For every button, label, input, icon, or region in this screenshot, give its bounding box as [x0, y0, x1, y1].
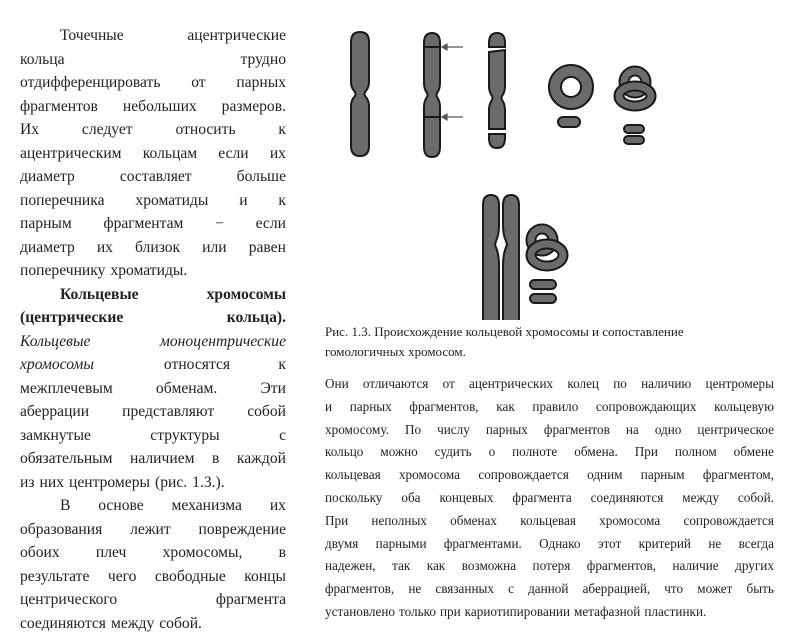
word: хромосома [599, 510, 660, 533]
word: и [325, 396, 332, 419]
word: между [111, 612, 154, 635]
word: (рис. [155, 471, 187, 495]
text-line [20, 118, 286, 142]
word: соединяются [591, 487, 664, 510]
word: обменах [450, 510, 497, 533]
text-line [20, 165, 286, 189]
ring-chromosome-single [555, 71, 587, 127]
word: составляет [120, 165, 192, 189]
word: Однако [539, 533, 580, 556]
word: свободные [155, 565, 226, 589]
text-line [325, 464, 774, 487]
word: собой. [738, 487, 774, 510]
ring-chromosome-double [619, 71, 651, 144]
text-line [20, 71, 286, 95]
text-line [325, 396, 774, 419]
word: этот [598, 533, 621, 556]
word: кольцевую [714, 396, 774, 419]
word: их [97, 236, 113, 260]
word: центрическое [697, 419, 774, 442]
caption-line: гомологичных хромосом. [325, 342, 775, 362]
homologous-chromosome-pair [483, 195, 519, 320]
word: к [278, 353, 286, 377]
text-line [20, 377, 286, 401]
word: двумя [325, 533, 358, 556]
word: отдифференцировать [20, 71, 160, 95]
text-line [20, 142, 286, 166]
text-line [325, 601, 774, 624]
word: или [202, 236, 226, 260]
word: и [239, 189, 247, 213]
word: фрагментов, [587, 555, 656, 578]
word: обоих [20, 541, 60, 565]
word: центромеры [706, 373, 774, 396]
word: фрагментам [103, 212, 183, 236]
text-line [20, 212, 286, 236]
word: как [427, 555, 445, 578]
word: повреждение [199, 518, 286, 542]
text-line [20, 330, 286, 354]
word: концевых [439, 487, 493, 510]
word: − [215, 212, 224, 236]
word: правило [532, 396, 578, 419]
word: оба [401, 487, 420, 510]
word: полноте [512, 441, 557, 464]
word: хромосому. [325, 419, 389, 442]
word: концы [244, 565, 286, 589]
word: (центрические [20, 306, 123, 330]
text-line [20, 236, 286, 260]
word: собой [247, 400, 286, 424]
word: плеч [96, 541, 127, 565]
word: размеров. [222, 95, 286, 119]
word: при [440, 601, 461, 624]
word: поперечника [20, 189, 105, 213]
word: поскольку [325, 487, 382, 510]
word: каждой [237, 447, 286, 471]
word: от [191, 71, 205, 95]
word: кольца). [227, 306, 286, 330]
word: отличаются [363, 373, 429, 396]
word: обязательным [20, 447, 113, 471]
text-line [20, 494, 286, 518]
text-segment: хромосомы [20, 353, 94, 377]
word: наличием [130, 447, 195, 471]
word: колец [567, 373, 599, 396]
word: связанных [435, 578, 494, 601]
word: обменам. [156, 377, 217, 401]
word: установлено [325, 601, 395, 624]
word: с [508, 578, 514, 601]
word: равен [249, 236, 286, 260]
word: диаметр [20, 236, 75, 260]
word: их [270, 494, 286, 518]
word: центрического [20, 588, 117, 612]
text-line [325, 555, 774, 578]
text-line [20, 518, 286, 542]
word: ацентрических [469, 373, 553, 396]
word: полном [675, 441, 717, 464]
word: представляют [122, 400, 214, 424]
word: о [489, 441, 496, 464]
word: моноцентрические [160, 330, 286, 354]
word: фрагментом, [703, 464, 774, 487]
word: Кольцевые [20, 330, 90, 354]
word: судить [435, 441, 472, 464]
word: чего [108, 565, 137, 589]
word: если [256, 212, 286, 236]
word: кольца [20, 48, 65, 72]
text-line [20, 565, 286, 589]
word: сопровождается [478, 464, 568, 487]
word: если [218, 142, 248, 166]
word: межплечевым [20, 377, 113, 401]
word: собой. [159, 612, 202, 635]
word: ацентрическим [20, 142, 122, 166]
word: критерий [639, 533, 691, 556]
word: можно [380, 441, 417, 464]
word: диаметр [20, 165, 75, 189]
word: одно [655, 419, 682, 442]
word: других [735, 555, 774, 578]
text-line [20, 424, 286, 448]
word: ацентрические [187, 24, 286, 48]
word: механизма [172, 494, 242, 518]
word: относятся [164, 353, 230, 377]
word: только [399, 601, 436, 624]
word: потеря [533, 555, 571, 578]
word: Кольцевые [60, 283, 139, 307]
word: центромеры [69, 471, 150, 495]
text-line [325, 533, 774, 556]
chromosome-fragmented [489, 33, 505, 148]
word: из [20, 471, 35, 495]
word: обмене [734, 441, 774, 464]
word: парных [236, 71, 286, 95]
word: парных [486, 419, 528, 442]
chromosome-normal [351, 32, 369, 156]
word: хромосомы, [163, 541, 243, 565]
word: парным [641, 464, 685, 487]
text-line [20, 353, 286, 377]
word: парным [20, 212, 72, 236]
word: данной [528, 578, 568, 601]
word: кольцевая [520, 510, 576, 533]
word: числу [437, 419, 470, 442]
word: по [613, 373, 627, 396]
word: одним [587, 464, 622, 487]
word: замкнутые [20, 424, 91, 448]
word: кольцо [325, 441, 363, 464]
word: При [635, 441, 658, 464]
chromosome-figure [330, 30, 670, 320]
text-line [20, 283, 286, 307]
word: не [408, 578, 421, 601]
word: может [697, 578, 732, 601]
caption-line: Рис. 1.3. Происхождение кольцевой хромосомы и сопоставление [325, 322, 775, 342]
word: не [708, 533, 721, 556]
text-line [325, 419, 774, 442]
word: от [443, 373, 455, 396]
text-line [325, 510, 774, 533]
text-line [20, 189, 286, 213]
word: хроматиды. [110, 259, 187, 283]
word: Они [325, 373, 349, 396]
right-text-column [325, 373, 774, 624]
word: хроматиды [135, 189, 208, 213]
word: сопровождающих [596, 396, 696, 419]
text-line [20, 400, 286, 424]
text-line [20, 95, 286, 119]
word: больше [237, 165, 286, 189]
text-line [20, 541, 286, 565]
word: результате [20, 565, 89, 589]
word: 1.3.). [192, 471, 224, 495]
word: с [279, 424, 286, 448]
word: трудно [241, 48, 287, 72]
word: к [278, 189, 286, 213]
word: небольших [123, 95, 197, 119]
word: всегда [739, 533, 774, 556]
word: кольцевая [325, 464, 381, 487]
word: лежит [130, 518, 171, 542]
word: их [270, 142, 286, 166]
word: возможна [462, 555, 516, 578]
word: поперечнику [20, 259, 105, 283]
word: неполных [371, 510, 426, 533]
word: фрагментов [20, 95, 98, 119]
word: обмена. [574, 441, 618, 464]
word: образования [20, 518, 102, 542]
word: что [664, 578, 683, 601]
word: на [626, 419, 639, 442]
word: хромосомы [207, 283, 286, 307]
text-line [20, 24, 286, 48]
text-line [20, 447, 286, 471]
text-line [20, 612, 286, 635]
word: Их [20, 118, 39, 142]
word: метафазной [574, 601, 640, 624]
word: Эти [261, 377, 286, 401]
word: кариотипировании [465, 601, 570, 624]
figure-caption [325, 322, 775, 362]
word: в [212, 447, 219, 471]
break-arrows [442, 44, 463, 120]
word: структуры [150, 424, 219, 448]
word: аберрацией, [583, 578, 651, 601]
word: В [60, 494, 70, 518]
word: основе [98, 494, 143, 518]
word: пластинки. [644, 601, 706, 624]
ring-chromosome-bottom [530, 229, 563, 303]
word: парных [350, 396, 392, 419]
word: быть [747, 578, 774, 601]
word: Точечные [60, 24, 124, 48]
word: следует [82, 118, 133, 142]
word: как [496, 396, 514, 419]
word: них [40, 471, 65, 495]
text-line [20, 259, 286, 283]
word: наличие [672, 555, 718, 578]
text-line [325, 578, 774, 601]
text-line [20, 471, 286, 495]
word: При [325, 510, 348, 533]
text-line [325, 441, 774, 464]
word: соединяются [20, 612, 106, 635]
word: сопровождается [683, 510, 773, 533]
word: фрагментов, [325, 578, 394, 601]
text-line [325, 487, 774, 510]
word: кольцам [143, 142, 197, 166]
word: хромосома [399, 464, 460, 487]
word: фрагмента [216, 588, 286, 612]
word: в [279, 541, 286, 565]
word: так [392, 555, 410, 578]
word: к [278, 118, 286, 142]
word: наличию [641, 373, 691, 396]
text-line [325, 373, 774, 396]
word: фрагментами. [444, 533, 522, 556]
text-line [20, 306, 286, 330]
word: аберрации [20, 400, 89, 424]
left-text-column [20, 24, 286, 635]
text-line [20, 48, 286, 72]
word: близок [135, 236, 180, 260]
word: парными [376, 533, 427, 556]
word: фрагментов [544, 419, 610, 442]
word: фрагментов, [409, 396, 478, 419]
word: относить [175, 118, 235, 142]
word: фрагмента [512, 487, 571, 510]
chromosome-with-breaks [424, 33, 440, 157]
word: надежен, [325, 555, 376, 578]
word: По [405, 419, 421, 442]
word: между [682, 487, 719, 510]
text-segment [94, 353, 286, 377]
